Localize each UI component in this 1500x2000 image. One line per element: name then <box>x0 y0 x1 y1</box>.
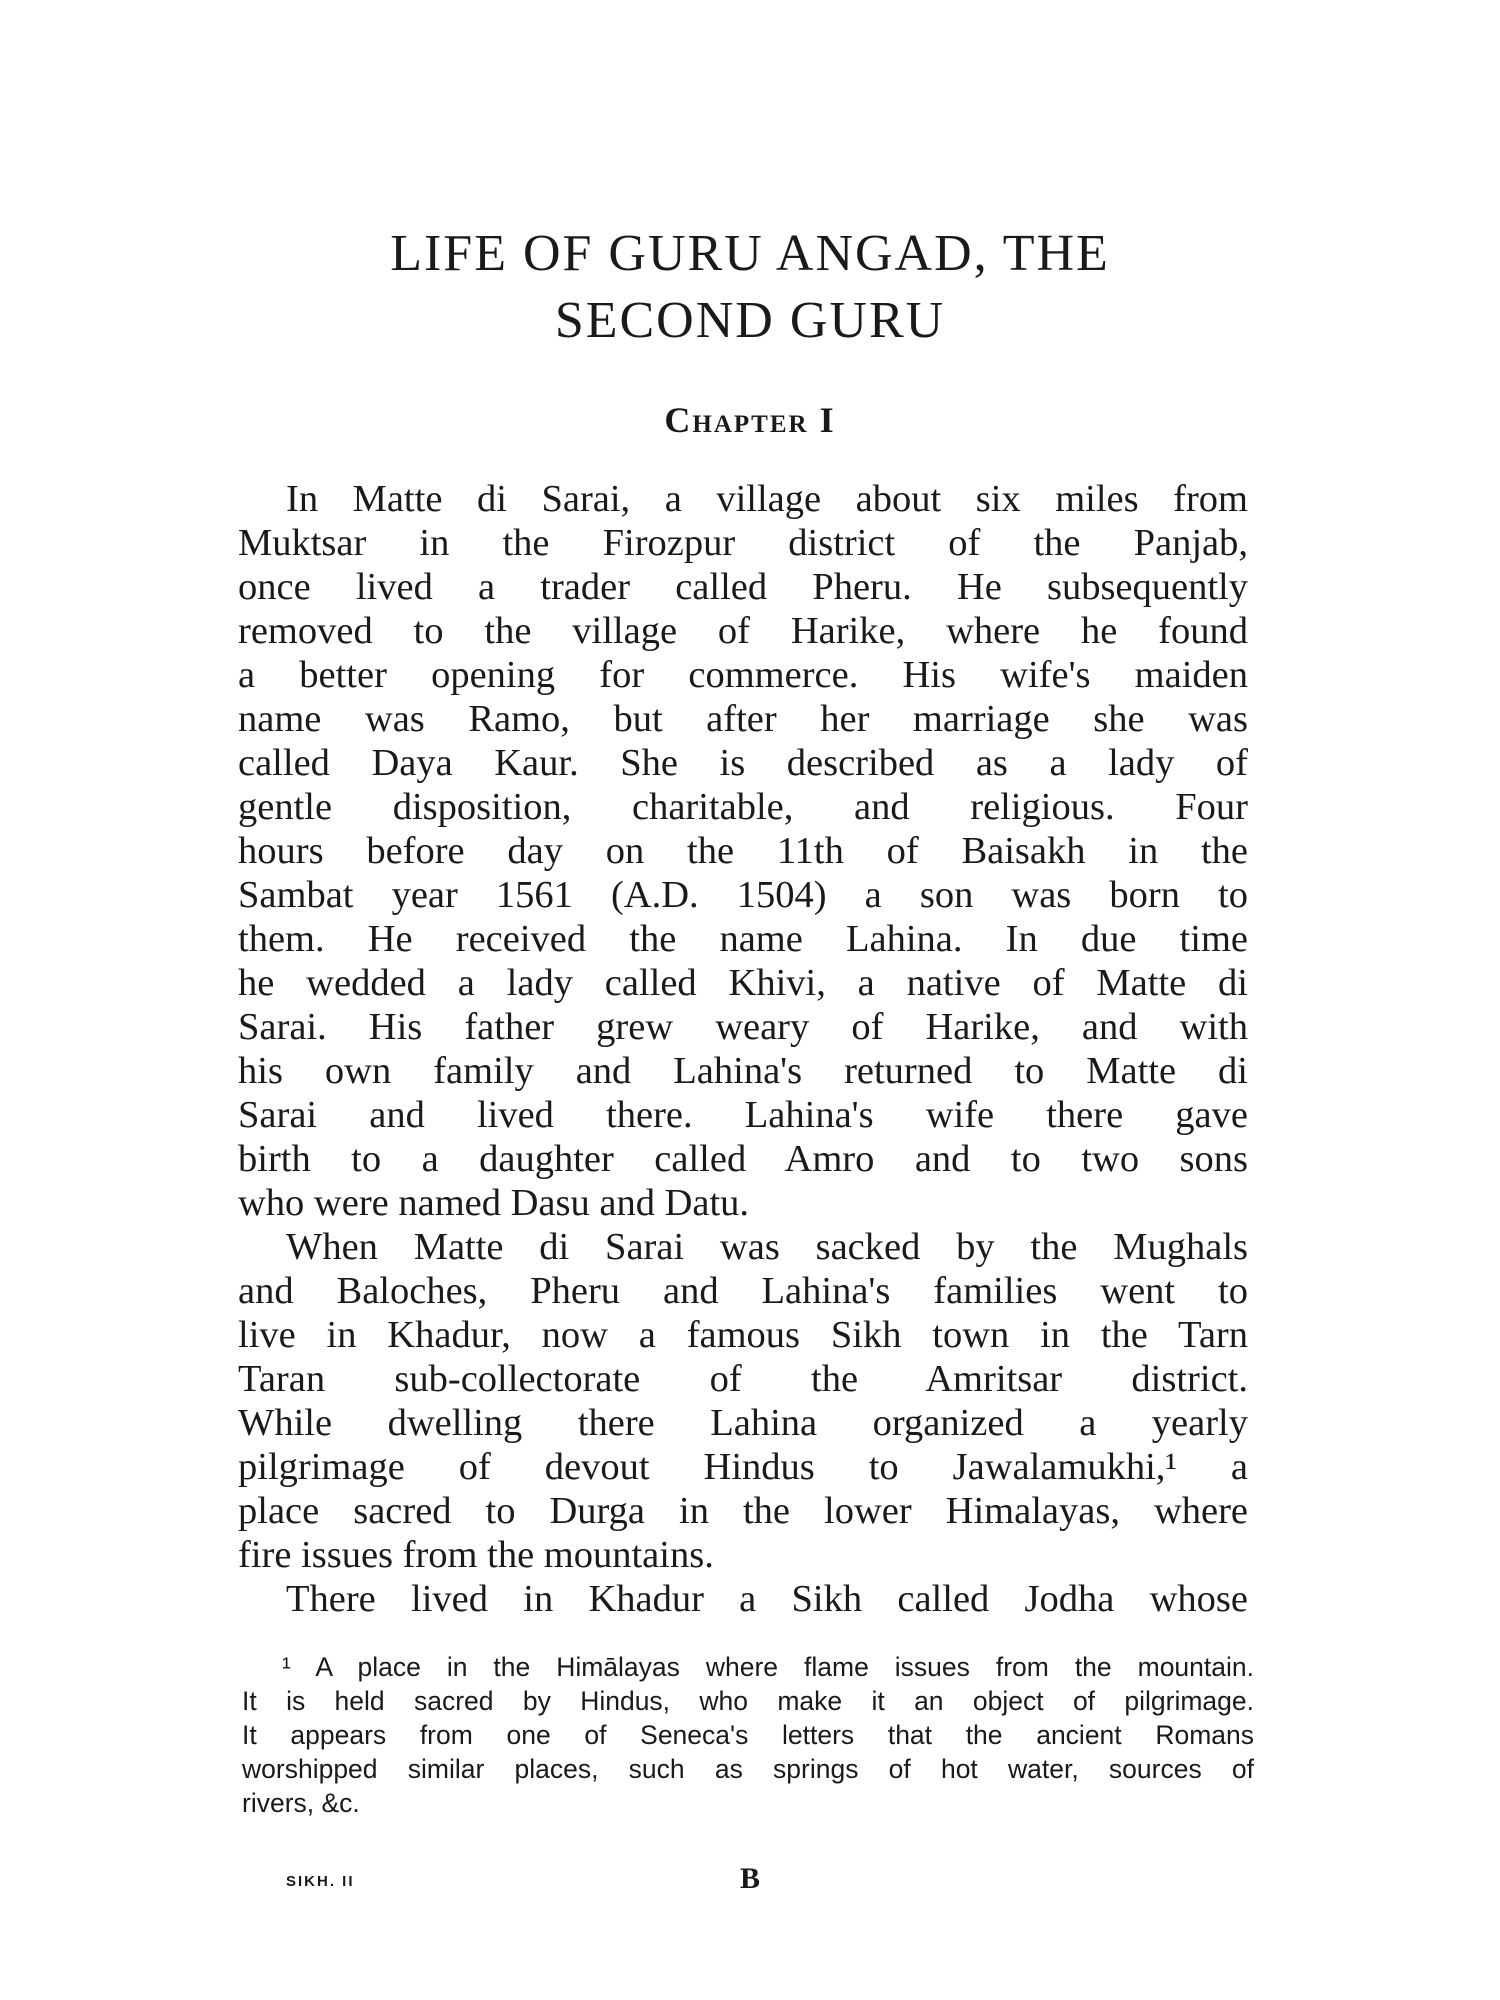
footnote-line: worshipped similar places, such as springs of hot water, sources of <box>242 1754 1254 1784</box>
text-line: fire issues from the mountains. <box>238 1534 714 1576</box>
footnote-line: It appears from one of Seneca's letters that the ancient Romans <box>242 1720 1254 1750</box>
page-title-line-1: LIFE OF GURU ANGAD, THE <box>390 225 1110 282</box>
text-line: and Baloches, Pheru and Lahina's families went to <box>238 1270 1248 1312</box>
text-line: Muktsar in the Firozpur district of the Panjab, <box>238 522 1248 564</box>
footnote-line: ¹ A place in the Himālayas where flame issues from the mountain. <box>282 1652 1254 1682</box>
text-line: place sacred to Durga in the lower Himalayas, where <box>238 1490 1248 1532</box>
text-line: Sarai. His father grew weary of Harike, and with <box>238 1006 1248 1048</box>
text-line: gentle disposition, charitable, and religious. Four <box>238 786 1248 828</box>
signature-mark: SIKH. II <box>286 1873 355 1890</box>
text-line: who were named Dasu and Datu. <box>238 1182 750 1224</box>
text-line: In Matte di Sarai, a village about six miles from <box>286 478 1248 520</box>
text-line: them. He received the name Lahina. In due time <box>238 918 1248 960</box>
text-line: pilgrimage of devout Hindus to Jawalamukhi,¹ a <box>238 1446 1248 1488</box>
text-line: removed to the village of Harike, where he found <box>238 610 1248 652</box>
text-line: he wedded a lady called Khivi, a native of Matte di <box>238 962 1248 1004</box>
footnote-line: rivers, &c. <box>242 1788 360 1818</box>
text-line: once lived a trader called Pheru. He subsequently <box>238 566 1248 608</box>
footnote-line: It is held sacred by Hindus, who make it an object of pilgrimage. <box>242 1686 1254 1716</box>
text-line: a better opening for commerce. His wife's maiden <box>238 654 1248 696</box>
text-line: birth to a daughter called Amro and to two sons <box>238 1138 1248 1180</box>
text-line: called Daya Kaur. She is described as a lady of <box>238 742 1248 784</box>
text-line: hours before day on the 11th of Baisakh in the <box>238 830 1248 872</box>
text-line: Sambat year 1561 (A.D. 1504) a son was born to <box>238 874 1248 916</box>
footnote <box>242 1650 1254 1820</box>
text-line: When Matte di Sarai was sacked by the Mughals <box>286 1226 1248 1268</box>
text-line: live in Khadur, now a famous Sikh town in the Tarn <box>238 1314 1248 1356</box>
body-text <box>238 477 1248 1621</box>
text-line: Taran sub-collectorate of the Amritsar district. <box>238 1358 1248 1400</box>
text-line: name was Ramo, but after her marriage she was <box>238 698 1248 740</box>
page-signature-letter: B <box>739 1862 760 1895</box>
text-line: While dwelling there Lahina organized a yearly <box>238 1402 1248 1444</box>
text-line: There lived in Khadur a Sikh called Jodha whose <box>286 1578 1248 1620</box>
text-line: his own family and Lahina's returned to Matte di <box>238 1050 1248 1092</box>
page-title-line-2: SECOND GURU <box>554 292 946 349</box>
text-line: Sarai and lived there. Lahina's wife there gave <box>238 1094 1248 1136</box>
chapter-heading: Chapter I <box>664 400 836 440</box>
